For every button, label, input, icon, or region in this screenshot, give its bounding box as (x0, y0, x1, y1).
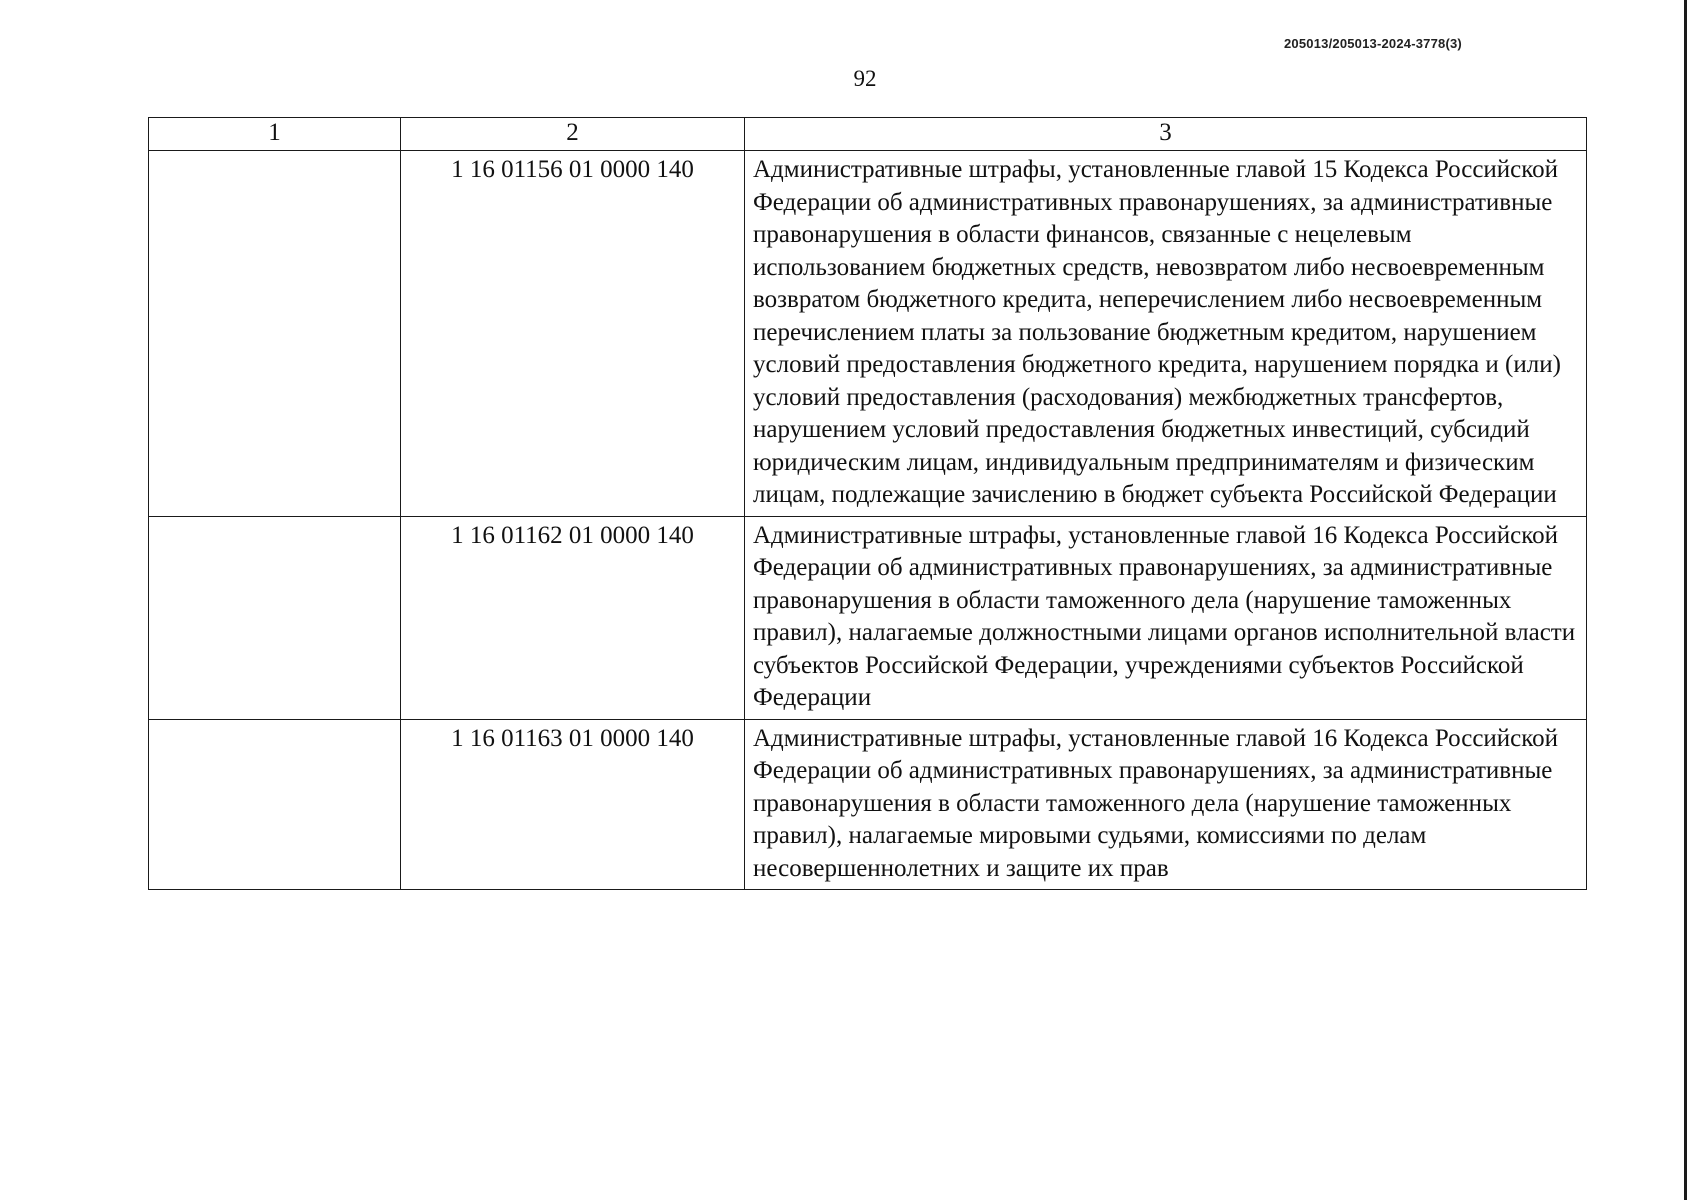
fees-table-container (148, 117, 1586, 890)
document-id: 205013/205013-2024-3778(3) (1284, 36, 1462, 51)
description-cell: Административные штрафы, установленные главой 16 Кодекса Российской Федерации об административных правонарушениях, за административные правонарушения в области таможенного дела (нарушение таможенных правил), налагаемые мировыми судьями, комиссиями по делам несовершеннолетних и защите их прав (745, 719, 1587, 890)
table-row (149, 719, 1587, 890)
column-header-2: 2 (401, 118, 745, 151)
scan-edge-line (1684, 0, 1687, 1200)
description-cell: Административные штрафы, установленные главой 15 Кодекса Российской Федерации об административных правонарушениях, за административные правонарушения в области финансов, связанные с нецелевым использованием бюджетных средств, невозвратом либо несвоевременным возвратом бюджетного кредита, неперечислением либо несвоевременным перечислением платы за пользование бюджетным кредитом, нарушением условий предоставления бюджетного кредита, нарушением порядка и (или) условий предоставления (расходования) межбюджетных трансфертов, нарушением условий предоставления бюджетных инвестиций, субсидий юридическим лицам, индивидуальным предпринимателям и физическим лицам, подлежащие зачислению в бюджет субъекта Российской Федерации (745, 151, 1587, 517)
table-header-row (149, 118, 1587, 151)
table-row (149, 151, 1587, 517)
fees-table (148, 117, 1587, 890)
row-col1-cell (149, 151, 401, 517)
revenue-code-cell: 1 16 01162 01 0000 140 (401, 516, 745, 719)
column-header-1: 1 (149, 118, 401, 151)
revenue-code-cell: 1 16 01163 01 0000 140 (401, 719, 745, 890)
revenue-code-cell: 1 16 01156 01 0000 140 (401, 151, 745, 517)
column-header-3: 3 (745, 118, 1587, 151)
table-row (149, 516, 1587, 719)
row-col1-cell (149, 719, 401, 890)
description-cell: Административные штрафы, установленные главой 16 Кодекса Российской Федерации об административных правонарушениях, за административные правонарушения в области таможенного дела (нарушение таможенных правил), налагаемые должностными лицами органов исполнительной власти субъектов Российской Федерации, учреждениями субъектов Российской Федерации (745, 516, 1587, 719)
row-col1-cell (149, 516, 401, 719)
page-number: 92 (853, 66, 877, 91)
